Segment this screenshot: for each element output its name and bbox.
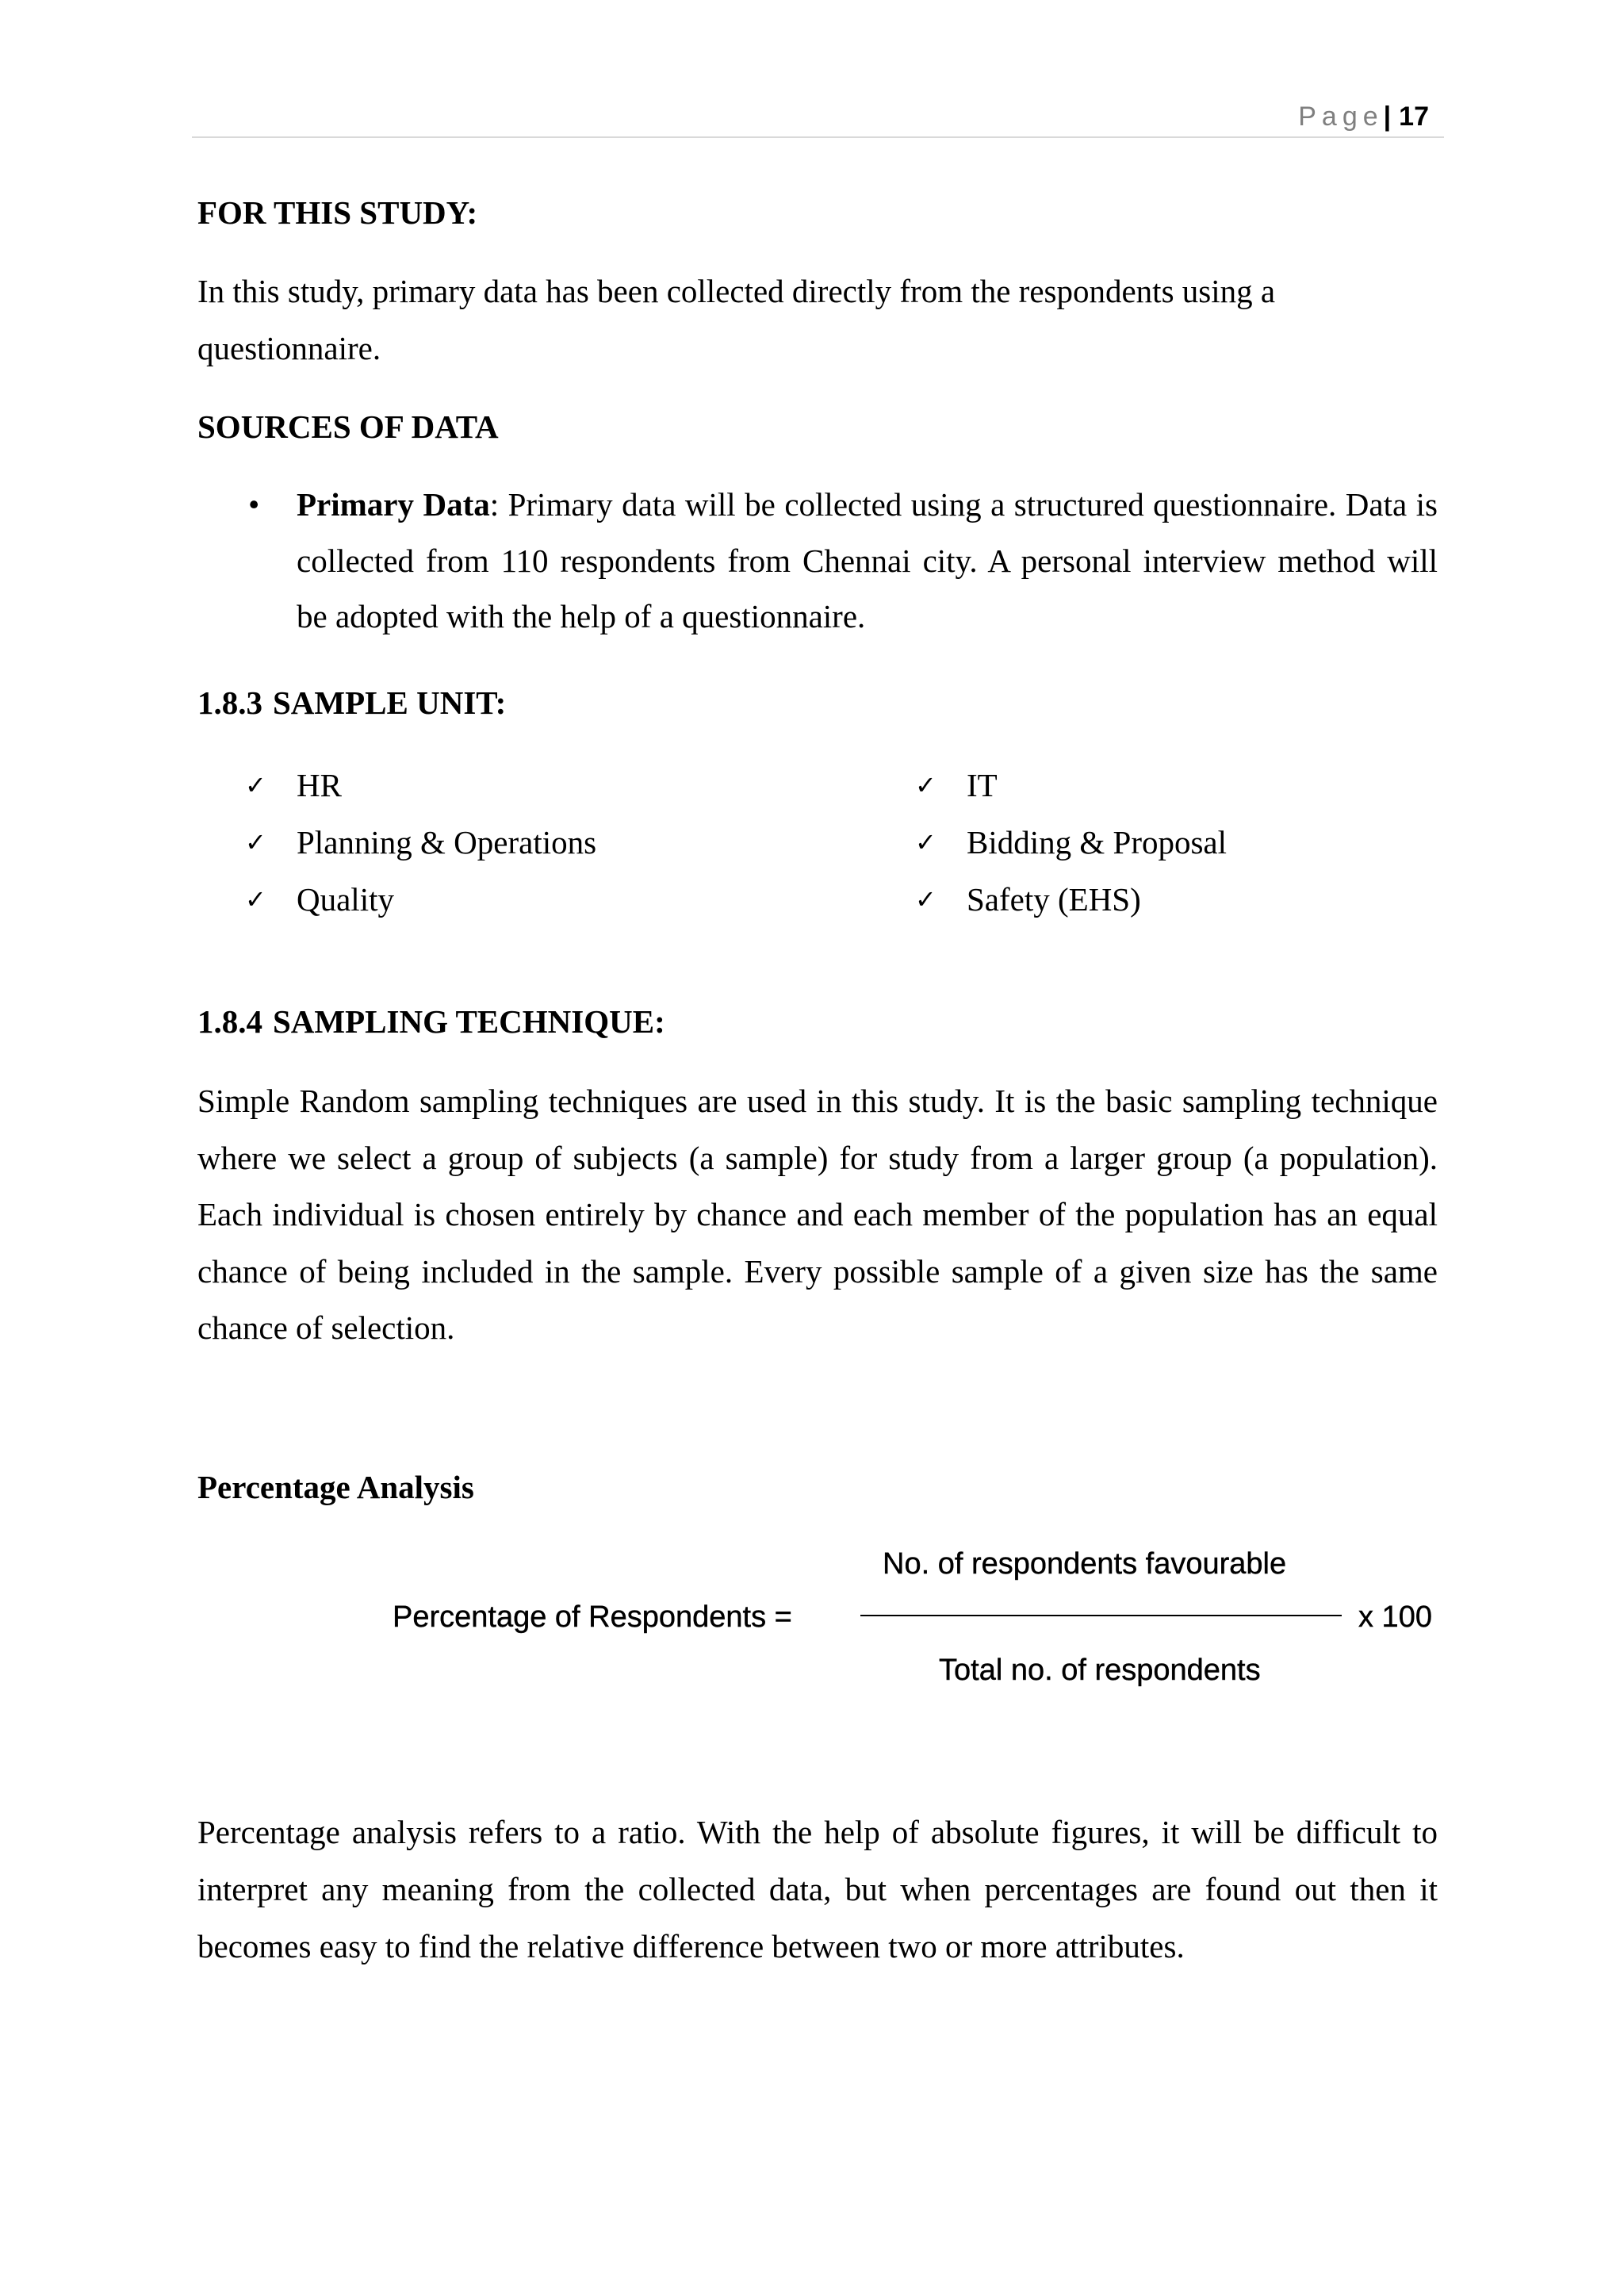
checkmark-icon: ✓: [915, 770, 936, 800]
paragraph-line: Percentage analysis refers to a ratio. With the help of absolute figures, it will be difficult to: [197, 1814, 1438, 1850]
list-item-label: Planning & Operations: [297, 824, 597, 861]
primary-data-text: : Primary data will be collected using a structured questionnaire. Data is: [489, 486, 1438, 523]
paragraph-line: [297, 477, 1438, 533]
list-item-label: IT: [967, 767, 998, 803]
section-number: 1.8.4: [197, 1003, 262, 1040]
formula-multiplier: x 100: [1358, 1600, 1432, 1634]
study-paragraph: [197, 263, 1438, 377]
primary-data-bullet: [297, 477, 1438, 645]
list-item: [245, 871, 800, 928]
fraction-bar: [860, 1615, 1342, 1616]
paragraph-line: be adopted with the help of a questionnaire.: [297, 598, 866, 634]
sample-unit-right-list: [915, 757, 1470, 928]
checkmark-icon: ✓: [245, 770, 266, 800]
list-item-label: Safety (EHS): [967, 881, 1141, 918]
heading-sources-of-data: SOURCES OF DATA: [197, 408, 499, 445]
primary-data-term: Primary Data: [297, 486, 490, 523]
list-item: [245, 757, 800, 814]
checkmark-icon: ✓: [915, 884, 936, 914]
paragraph-line: questionnaire.: [197, 330, 381, 366]
percentage-analysis-paragraph: [197, 1803, 1438, 1975]
heading-for-this-study: FOR THIS STUDY:: [197, 194, 478, 231]
paragraph-line: Each individual is chosen entirely by chance and each member of the population has an equal: [197, 1196, 1438, 1232]
paragraph-line: where we select a group of subjects (a sample) for study from a larger group (a population).: [197, 1139, 1438, 1176]
paragraph-line: becomes easy to find the relative difference between two or more attributes.: [197, 1928, 1185, 1964]
paragraph-line: collected from 110 respondents from Chennai city. A personal interview method will: [297, 542, 1438, 579]
paragraph-line: interpret any meaning from the collected data, but when percentages are found out then it: [197, 1871, 1438, 1907]
sample-unit-left-list: [245, 757, 800, 928]
page-divider: |: [1383, 102, 1392, 132]
bullet-marker: •: [248, 486, 260, 523]
heading-sample-unit: [197, 674, 506, 731]
list-item: [245, 814, 800, 871]
checkmark-icon: ✓: [245, 827, 266, 857]
list-item-label: Quality: [297, 881, 394, 918]
paragraph-line: In this study, primary data has been collected directly from the respondents using a: [197, 273, 1276, 309]
heading-percentage-analysis: Percentage Analysis: [197, 1469, 474, 1505]
page-header: [1298, 101, 1429, 132]
sampling-technique-paragraph: [197, 1073, 1438, 1357]
section-title: SAMPLING TECHNIQUE:: [273, 1003, 665, 1040]
page-label: Page: [1298, 102, 1384, 132]
formula-lhs: Percentage of Respondents =: [393, 1600, 792, 1634]
section-number: 1.8.3: [197, 684, 262, 721]
paragraph-line: Simple Random sampling techniques are used in this study. It is the basic sampling technique: [197, 1083, 1438, 1119]
list-item-label: Bidding & Proposal: [967, 824, 1228, 861]
list-item: [915, 757, 1470, 814]
header-rule: [192, 136, 1444, 138]
list-item: [915, 814, 1470, 871]
checkmark-icon: ✓: [915, 827, 936, 857]
formula-denominator: Total no. of respondents: [939, 1654, 1261, 1687]
formula-numerator: No. of respondents favourable: [883, 1547, 1287, 1581]
section-title: SAMPLE UNIT:: [273, 684, 507, 721]
paragraph-line: chance of being included in the sample. Every possible sample of a given size has the same: [197, 1252, 1438, 1290]
list-item-label: HR: [297, 767, 342, 803]
list-item: [915, 871, 1470, 928]
checkmark-icon: ✓: [245, 884, 266, 914]
paragraph-line: chance of selection.: [197, 1309, 455, 1346]
page-number: 17: [1399, 102, 1429, 132]
heading-sampling-technique: [197, 993, 665, 1050]
